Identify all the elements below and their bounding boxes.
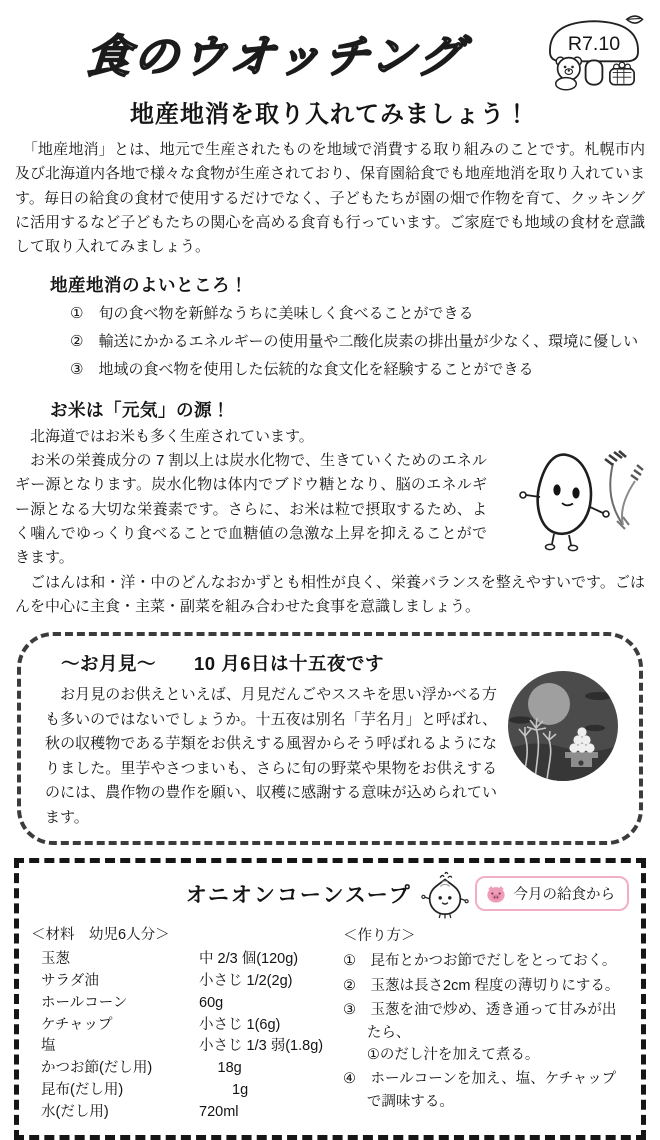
ingredient-amount: 18g (199, 1060, 242, 1077)
recipe-step: ③ 玉葱を油で炒め、透き通って甘みが出たら、 ①のだし汁を加えて煮る。 (343, 1002, 617, 1064)
recipe-step: ① 昆布とかつお節でだしをとっておく。 (343, 953, 617, 970)
page-subtitle: 地産地消を取り入れてみましょう！ (130, 101, 530, 128)
ingredient-amount: 小さじ 1/3 弱(1.8g) (199, 1038, 324, 1055)
ingredient-amount: 1g (199, 1081, 249, 1098)
ingredient-row (31, 993, 343, 1015)
ingredient-name: 玉葱 (41, 951, 70, 968)
moon-scene-icon (505, 668, 621, 784)
onion-character-icon (421, 869, 469, 919)
ingredient-amount: 中 2/3 個(120g) (199, 951, 299, 968)
page-title: 食のウオッチング (84, 31, 468, 82)
ingredient-name: 塩 (41, 1038, 56, 1055)
ingredient-name: 水(だし用) (41, 1103, 109, 1120)
recipe-step: ② 玉葱は長さ2cm 程度の薄切りにする。 (343, 977, 620, 994)
title-wrap (14, 12, 538, 85)
ingredient-name: かつお節(だし用) (41, 1060, 153, 1077)
bear-mushroom-icon (538, 12, 650, 92)
materials-header: ＜材料 幼児6人分＞ (31, 926, 170, 943)
ingredient-name: ケチャップ (41, 1016, 113, 1033)
recipe-box (14, 858, 646, 1140)
rice-paragraph: ごはんは和・洋・中のどんなおかずとも相性が良く、栄養バランスを整えやすいです。ごはんを中心に主食・主菜・副菜を組み合わせた食事を意識しましょう。 (15, 573, 645, 615)
ingredient-name: 昆布(だし用) (41, 1081, 124, 1098)
ingredient-name: サラダ油 (41, 973, 99, 990)
ingredient-amount: 小さじ 1/2(2g) (199, 973, 293, 990)
rice-paragraph: 北海道ではお米も多く生産されています。 (15, 427, 314, 445)
list-item: ① 旬の食べ物を新鮮なうちに美味しく食べることができる (70, 305, 474, 323)
steps-column (343, 923, 629, 1124)
ingredient-row (31, 1015, 343, 1037)
menu-source-badge (475, 876, 630, 911)
section-heading-good-points: 地産地消のよいところ！ (50, 275, 248, 296)
ingredient-amount: 小さじ 1(6g) (199, 1016, 281, 1033)
moon-box-body: お月見のお供えといえば、月見だんごやススキを思い浮かべる方も多いのではないでしょうか。十五夜は別名「芋名月」と呼ばれ、秋の収穫物である芋類をお供えする風習からそう呼ばれるようになりました。里芋やさつまいも、さらに旬の野菜や果物をお供えするのには、農作物の豊作を願い、収穫に感謝する意味が込められています。 (45, 686, 497, 827)
recipe-header (31, 869, 629, 919)
list-item: ③ 地域の食べ物を使用した伝統的な食文化を経験することができる (70, 360, 534, 378)
pig-icon (485, 884, 507, 904)
recipe-title: オニオンコーンスープ (185, 883, 412, 907)
date-stamp: R7.10 (567, 33, 621, 56)
ingredient-row (31, 1058, 343, 1080)
materials-column (31, 923, 343, 1124)
ingredient-row (31, 1080, 343, 1102)
intro-paragraph: 「地産地消」とは、地元で生産されたものを地域で消費する取り組みのことです。札幌市内及び北海道内各地で様々な食物が生産されており、保育園給食でも地産地消を取り入れています。毎日の給食の食材で使用するだけでなく、子どもたちが園の畑で作物を育て、クッキングに活用するなど子どもたちの関心を高める食育も行っています。ご家庭でも地域の食材を意識して取り入れてみましょう。 (15, 141, 646, 256)
ingredient-row (31, 971, 343, 993)
rice-section (15, 425, 645, 619)
ingredient-row (31, 1102, 343, 1124)
ingredient-row (31, 1036, 343, 1058)
recipe-columns (31, 923, 629, 1124)
ingredient-amount: 60g (199, 994, 224, 1011)
recipe-step: ④ ホールコーンを加え、塩、ケチャップ で調味する。 (343, 1071, 617, 1110)
ingredient-amount: 720ml (199, 1103, 239, 1120)
moon-viewing-box (17, 632, 643, 845)
section-heading-rice: お米は「元気」の源！ (50, 399, 230, 420)
badge-label: 今月の給食から (513, 887, 615, 904)
rice-character-icon (493, 445, 645, 557)
good-points-list (70, 300, 660, 383)
list-item: ② 輸送にかかるエネルギーの使用量や二酸化炭素の排出量が少なく、環境に優しい (70, 333, 639, 351)
steps-header: ＜作り方＞ (343, 927, 416, 944)
ingredient-row (31, 949, 343, 971)
rice-paragraph: お米の栄養成分の 7 割以上は炭水化物で、生きていくためのエネルギー源となります。炭水化物は体内でブドウ糖となり、脳のエネルギー源となる大切な栄養素です。さらに、お米は粒で摂取するため、よく噛んでゆっくり食べることで血糖値の急激な上昇を抑えることができます。 (15, 452, 487, 567)
ingredient-name: ホールコーン (41, 994, 128, 1011)
header (0, 0, 660, 92)
moon-box-title: ～お月見～ 10 月6日は十五夜です (61, 653, 385, 675)
